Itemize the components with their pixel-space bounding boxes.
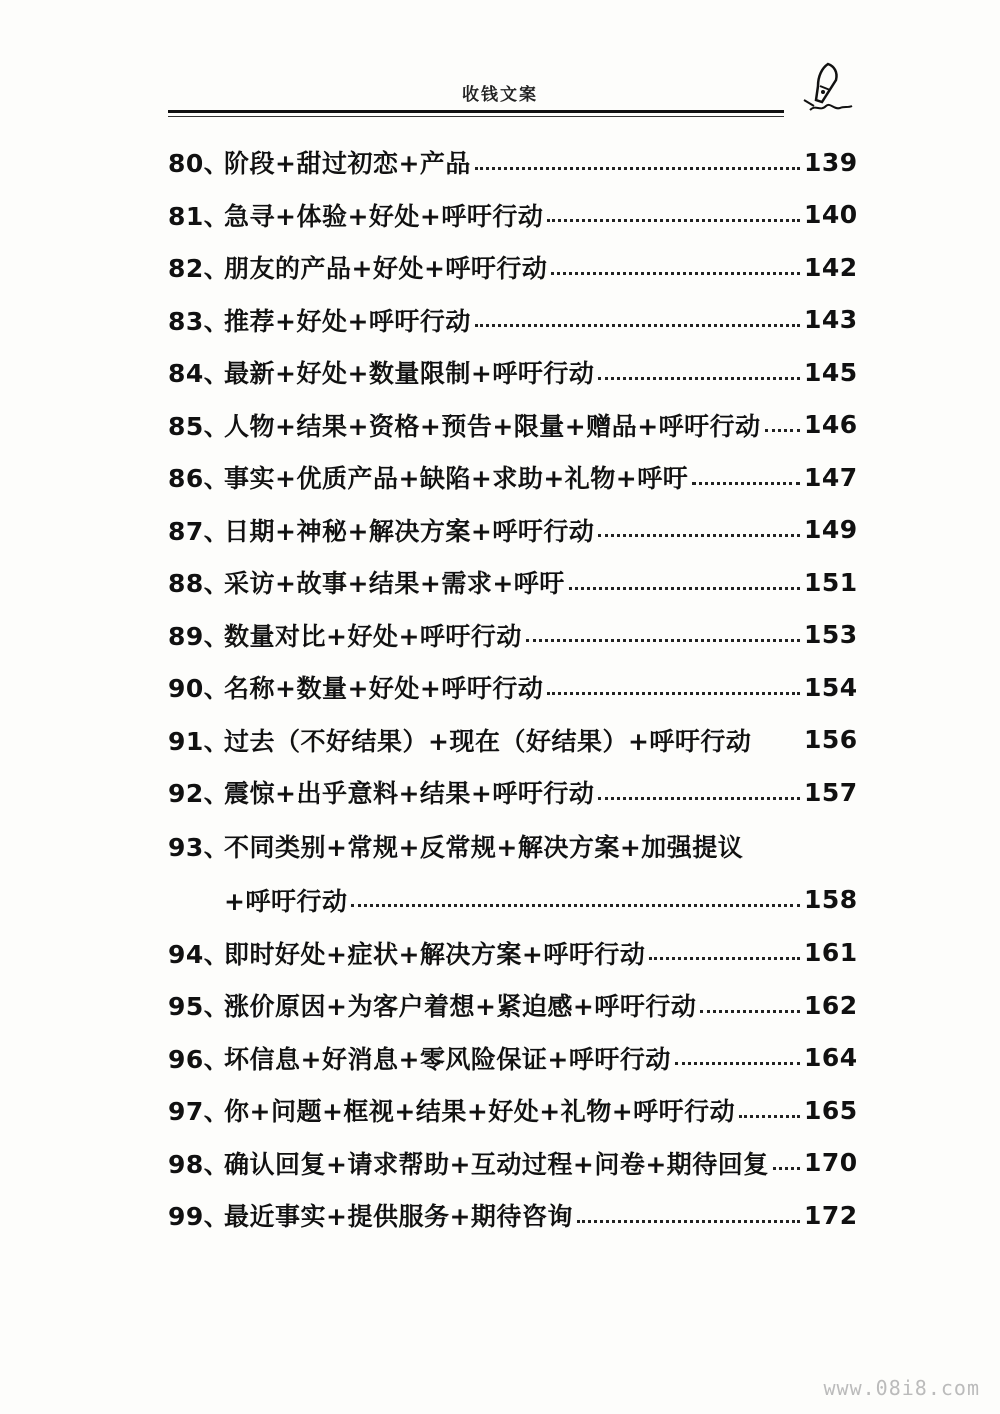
dot-leader xyxy=(547,219,800,222)
toc-entry[interactable] xyxy=(168,819,858,927)
toc-entry-title: 坏信息+好消息+零风险保证+呼吁行动 xyxy=(224,1044,671,1074)
toc-entry-title: 过去（不好结果）+现在（好结果）+呼吁行动 xyxy=(224,726,752,756)
toc-entry[interactable] xyxy=(168,189,858,242)
toc-entry-title: 采访+故事+结果+需求+呼吁 xyxy=(224,569,565,599)
toc-entry[interactable] xyxy=(168,661,858,714)
dot-leader xyxy=(773,1167,800,1170)
toc-entry-title: 即时好处+症状+解决方案+呼吁行动 xyxy=(224,939,646,969)
toc-entry-page: 146 xyxy=(804,410,858,440)
toc-entry-number: 92、 xyxy=(168,779,230,809)
toc-entry-title: 最新+好处+数量限制+呼吁行动 xyxy=(224,359,595,389)
toc-entry-title: 急寻+体验+好处+呼吁行动 xyxy=(224,201,544,231)
toc-entry-title: 名称+数量+好处+呼吁行动 xyxy=(224,674,544,704)
toc-entry-number: 84、 xyxy=(168,359,230,389)
toc-entry-number: 99、 xyxy=(168,1202,230,1232)
dot-leader xyxy=(675,1062,800,1065)
dot-leader xyxy=(351,904,800,907)
toc-entry-title: 事实+优质产品+缺陷+求助+礼物+呼吁 xyxy=(224,464,689,494)
toc-entry-number: 81、 xyxy=(168,201,230,231)
toc-entry-number: 86、 xyxy=(168,464,230,494)
toc-entry-number: 98、 xyxy=(168,1149,230,1179)
toc-entry[interactable] xyxy=(168,1189,858,1242)
toc-entry-title: 不同类别+常规+反常规+解决方案+加强提议 xyxy=(224,832,744,862)
toc-entry-number: 93、 xyxy=(168,832,230,862)
dot-leader xyxy=(569,587,800,590)
header-rule xyxy=(168,110,784,113)
toc-entry-number: 83、 xyxy=(168,306,230,336)
toc-entry-number: 80、 xyxy=(168,149,230,179)
dot-leader xyxy=(649,957,800,960)
dot-leader xyxy=(739,1115,800,1118)
toc-entry-number: 88、 xyxy=(168,569,230,599)
toc-entry-title: 推荐+好处+呼吁行动 xyxy=(224,306,471,336)
toc-entry[interactable] xyxy=(168,609,858,662)
toc-entry-page: 142 xyxy=(804,252,858,282)
toc-entry-page: 145 xyxy=(804,357,858,387)
toc-entry-title-continued: +呼吁行动 xyxy=(224,886,348,916)
toc-entry-page: 156 xyxy=(804,725,858,755)
toc-entry-title: 阶段+甜过初恋+产品 xyxy=(224,149,471,179)
watermark: www.08i8.com xyxy=(823,1376,980,1400)
toc-entry-number: 97、 xyxy=(168,1097,230,1127)
toc-entry-title: 日期+神秘+解决方案+呼吁行动 xyxy=(224,516,595,546)
toc-entry-number: 94、 xyxy=(168,939,230,969)
toc-entry-page: 154 xyxy=(804,672,858,702)
toc-entry-number: 82、 xyxy=(168,254,230,284)
toc-entry-title: 确认回复+请求帮助+互动过程+问卷+期待回复 xyxy=(224,1149,769,1179)
toc-entry[interactable] xyxy=(168,1084,858,1137)
running-header-title: 收钱文案 xyxy=(462,85,538,105)
toc-entry-title: 最近事实+提供服务+期待咨询 xyxy=(224,1202,573,1232)
toc-entry-number: 95、 xyxy=(168,992,230,1022)
toc-entry[interactable] xyxy=(168,346,858,399)
toc-entry-page: 170 xyxy=(804,1148,858,1178)
toc-entry-title: 人物+结果+资格+预告+限量+赠品+呼吁行动 xyxy=(224,411,761,441)
toc-entry-page: 140 xyxy=(804,200,858,230)
toc-entry[interactable] xyxy=(168,714,858,767)
toc-entry-page: 164 xyxy=(804,1043,858,1073)
toc-entry[interactable] xyxy=(168,399,858,452)
toc-entry-page: 157 xyxy=(804,777,858,807)
dot-leader xyxy=(475,324,800,327)
toc-entry[interactable] xyxy=(168,451,858,504)
dot-leader xyxy=(475,167,800,170)
toc-entry-title: 震惊+出乎意料+结果+呼吁行动 xyxy=(224,779,595,809)
toc-entry-number: 96、 xyxy=(168,1044,230,1074)
toc-entry-title: 你+问题+框视+结果+好处+礼物+呼吁行动 xyxy=(224,1097,736,1127)
dot-leader xyxy=(577,1220,800,1223)
toc-entry-title: 涨价原因+为客户着想+紧迫感+呼吁行动 xyxy=(224,992,697,1022)
table-of-contents xyxy=(168,136,858,1242)
toc-entry[interactable] xyxy=(168,294,858,347)
toc-entry[interactable] xyxy=(168,1137,858,1190)
dot-leader xyxy=(526,639,800,642)
toc-entry[interactable] xyxy=(168,556,858,609)
toc-entry-page: 143 xyxy=(804,305,858,335)
toc-entry-page: 151 xyxy=(804,567,858,597)
toc-entry-title: 数量对比+好处+呼吁行动 xyxy=(224,621,522,651)
dot-leader xyxy=(692,482,800,485)
toc-entry-page: 149 xyxy=(804,515,858,545)
header-rule-thin xyxy=(168,116,784,117)
toc-entry[interactable] xyxy=(168,1032,858,1085)
toc-entry-page: 161 xyxy=(804,938,858,968)
toc-entry[interactable] xyxy=(168,927,858,980)
toc-entry[interactable] xyxy=(168,979,858,1032)
toc-entry[interactable] xyxy=(168,766,858,819)
dot-leader xyxy=(598,377,800,380)
toc-entry-title: 朋友的产品+好处+呼吁行动 xyxy=(224,254,548,284)
dot-leader xyxy=(598,797,800,800)
toc-entry-page: 153 xyxy=(804,620,858,650)
dot-leader xyxy=(765,429,800,432)
pen-nib-icon xyxy=(790,56,860,126)
toc-entry-page: 172 xyxy=(804,1200,858,1230)
toc-entry-number: 90、 xyxy=(168,674,230,704)
toc-entry-page: 147 xyxy=(804,462,858,492)
toc-entry-number: 87、 xyxy=(168,516,230,546)
toc-entry[interactable] xyxy=(168,504,858,557)
dot-leader xyxy=(547,692,800,695)
toc-entry[interactable] xyxy=(168,241,858,294)
toc-entry-page: 158 xyxy=(804,885,858,914)
dot-leader xyxy=(551,272,800,275)
toc-entry[interactable] xyxy=(168,136,858,189)
toc-entry-page: 162 xyxy=(804,990,858,1020)
toc-entry-page: 165 xyxy=(804,1095,858,1125)
dot-leader xyxy=(700,1010,800,1013)
dot-leader xyxy=(598,534,800,537)
toc-entry-number: 85、 xyxy=(168,411,230,441)
toc-entry-number: 89、 xyxy=(168,621,230,651)
toc-entry-page: 139 xyxy=(804,147,858,177)
toc-entry-number: 91、 xyxy=(168,726,230,756)
